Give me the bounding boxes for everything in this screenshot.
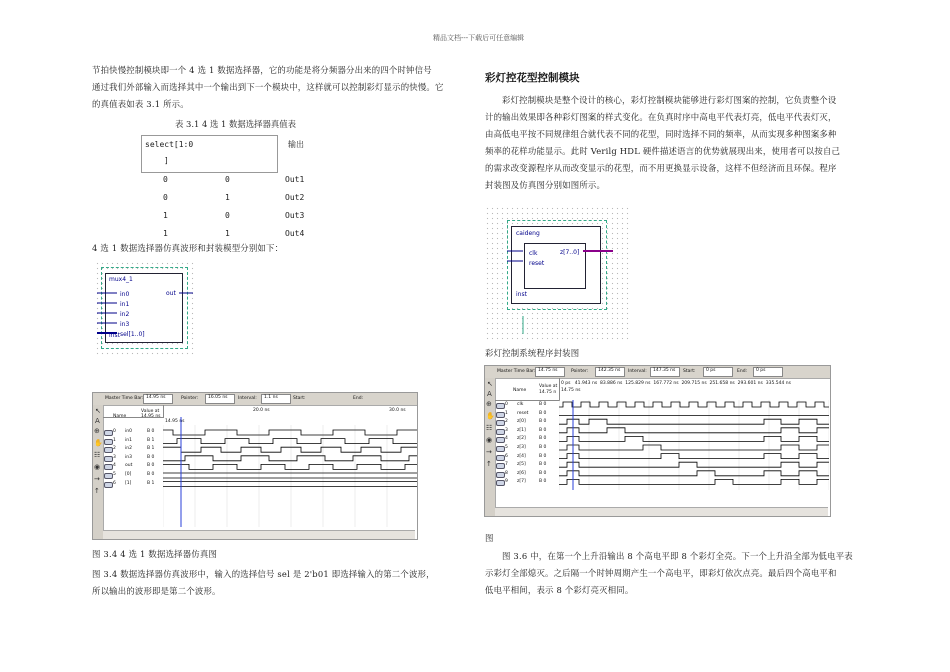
waveform-clk (559, 402, 829, 407)
signal-name: z[2] (517, 436, 526, 442)
waveform-5 (163, 473, 417, 478)
caideng-output: z[7..0] (560, 249, 580, 256)
signal-val: B 1 (147, 480, 155, 486)
mux-pins (95, 261, 195, 355)
signal-val: B 0 (147, 472, 155, 477)
arrow-tool-icon[interactable]: ↖ (487, 380, 493, 388)
truth-table-row (141, 190, 321, 208)
waveform-z2 (559, 436, 829, 441)
intro-paragraph: 节拍快慢控制模块即一个 4 选 1 数据选择器，它的功能是将分频器分出来的四个时钟信号 通过我们外部输入而选择其中一个输出到下一个模块中，这样就可以控制彩灯显示的快慢。它 的真值表如表 3.1 所示。 (92, 65, 444, 109)
signal-pin-icon (104, 447, 113, 453)
signal-idx: 9 (505, 479, 508, 485)
mux-sim-colhead: Name Value at 14.95 ns (103, 405, 164, 418)
truth-table-cell: 0 (163, 175, 168, 184)
master-time-field[interactable]: 14.95 ns (143, 394, 173, 404)
signal-val: B 0 (539, 479, 547, 485)
caideng-sim-colhead: Name Value at 14.75 n (495, 378, 560, 401)
mux-inputs: in0 in1 in2 in3 sel[1..0] (120, 291, 145, 338)
signal-val: B 0 (539, 445, 547, 450)
signal-name: in1 (125, 437, 132, 443)
signal-pin-icon (496, 455, 505, 461)
binoculars-icon[interactable]: ◉ (486, 436, 493, 444)
mux-inst: inst (109, 332, 120, 339)
signal-name: z[0] (517, 419, 526, 425)
signal-val: B 0 (147, 454, 155, 460)
mux-sim-scrollbar[interactable] (103, 530, 415, 539)
signal-idx: 1 (505, 410, 508, 416)
signal-row[interactable] (495, 479, 559, 488)
signal-name: [1] (125, 480, 132, 486)
signal-row[interactable] (103, 455, 163, 464)
caideng-interval-field[interactable]: 147.35 ns (650, 367, 680, 377)
truth-table-cell: 0 (163, 193, 168, 202)
signal-pin-icon (104, 482, 113, 488)
caideng-ticks: 0 ps 41.943 ns 83.886 ns 125.829 ns 167.772 ns 209.715 ns 251.658 ns 293.601 ns 335.544 ns (561, 381, 791, 386)
signal-idx: 4 (505, 436, 508, 442)
sort-icon[interactable]: ↑ (94, 487, 100, 495)
waveform-4 (163, 464, 417, 469)
text-tool-icon[interactable]: A (487, 390, 492, 398)
signal-name: out (125, 463, 133, 469)
caideng-sim-toolbar: Master Time Bar: 14.75 ns Pointer: 142.35 ns Interval: 147.35 ns Start: 0 ps End: 0 ps (485, 366, 830, 379)
signal-val: B 1 (147, 446, 155, 452)
signal-name: reset (517, 410, 529, 416)
waveform-z3 (559, 445, 829, 450)
truth-table-cell: Out3 (285, 211, 305, 220)
signal-pin-icon (496, 463, 505, 469)
mux-symbol-area (95, 261, 195, 355)
signal-idx: 3 (113, 454, 116, 460)
waveform-0 (163, 430, 417, 435)
symbol-caption: 彩灯控制系统程序封装图 (485, 348, 580, 358)
signal-name: in0 (125, 429, 132, 434)
mux-sim-toolbar: Master Time Bar: 14.95 ns Pointer: 16.05 ns Interval: 1.1 ns Start: End: (93, 393, 417, 406)
signal-idx: 7 (505, 462, 508, 468)
sim-intro: 4 选 1 数据选择器仿真波形和封装模型分别如下： (92, 243, 284, 253)
signal-row[interactable] (103, 463, 163, 472)
truth-table-cell: Out1 (285, 175, 305, 184)
select-header-cell: select[1:0 ] (141, 135, 278, 173)
waveform-z1 (559, 428, 829, 433)
caideng-pointer-field[interactable]: 142.35 ns (595, 367, 625, 377)
mux-sim-window (92, 392, 418, 540)
signal-row[interactable] (103, 446, 163, 455)
waveform-z5 (559, 462, 829, 467)
figure-label: 图 (485, 533, 494, 543)
signal-val: B 0 (539, 410, 547, 416)
caideng-sim-scrollbar[interactable] (495, 507, 828, 516)
truth-table-cell: 1 (163, 229, 168, 238)
signal-row[interactable] (103, 429, 163, 438)
mux-figure-caption: 图 3.4 4 选 1 数据选择器仿真图 (92, 549, 218, 559)
signal-idx: 2 (113, 446, 116, 452)
caideng-master-time-field[interactable]: 14.75 ns (535, 367, 565, 377)
signal-val: B 0 (539, 419, 547, 425)
mux-output: out (166, 290, 176, 297)
mux-tick-20: 20.0 ns (253, 408, 270, 413)
signal-row[interactable] (495, 402, 559, 411)
signal-name: z[4] (517, 453, 526, 459)
signal-row[interactable] (103, 481, 163, 490)
caideng-inputs: clk reset (529, 250, 545, 267)
signal-idx: 0 (113, 429, 116, 434)
zoom-tool-icon[interactable]: ⊕ (94, 427, 100, 435)
truth-table-cell: 0 (225, 211, 230, 220)
text-tool-icon[interactable]: A (95, 417, 100, 425)
truth-table-row (141, 208, 321, 226)
caideng-symbol-area (485, 206, 630, 340)
caideng-inst: inst (516, 291, 527, 298)
signal-val: B 0 (539, 436, 547, 442)
signal-pin-icon (496, 472, 505, 478)
signal-name: in2 (125, 446, 132, 452)
truth-table-cell: 0 (225, 175, 230, 184)
zoom-tool-icon[interactable]: ⊕ (486, 400, 492, 408)
signal-val: B 0 (539, 462, 547, 468)
truth-table-cell: 1 (225, 229, 230, 238)
signal-row[interactable] (495, 445, 559, 454)
waveform-6 (163, 482, 417, 487)
signal-pin-icon (496, 437, 505, 443)
caideng-waveforms (559, 400, 829, 490)
signal-row[interactable] (103, 472, 163, 481)
truth-table-cell: 1 (163, 211, 168, 220)
signal-row[interactable] (495, 462, 559, 471)
output-header: 输出 (288, 140, 304, 149)
page-header: 精品文档---下载后可任意编辑 (433, 34, 525, 42)
find-tool-icon[interactable]: ☷ (94, 451, 101, 459)
pointer-field[interactable]: 16.05 ns (205, 394, 235, 404)
mux-waveforms (163, 417, 417, 527)
signal-row[interactable] (103, 438, 163, 447)
arrow-tool-icon[interactable]: ↖ (95, 407, 101, 415)
signal-idx: 3 (505, 427, 508, 433)
binoculars-icon[interactable]: ◉ (94, 463, 101, 471)
caideng-name: caideng (516, 230, 540, 237)
signal-name: z[5] (517, 462, 526, 468)
signal-pin-icon (104, 464, 113, 470)
waveform-3 (163, 456, 417, 461)
signal-val: B 0 (539, 402, 547, 407)
signal-row[interactable] (495, 411, 559, 420)
signal-pin-icon (496, 420, 505, 426)
signal-val: B 0 (539, 453, 547, 459)
table-caption: 表 3.1 4 选 1 数据选择器真值表 (175, 119, 297, 129)
signal-idx: 4 (113, 463, 116, 469)
mux-name: mux4_1 (109, 276, 133, 283)
signal-idx: 1 (113, 437, 116, 443)
signal-idx: 0 (505, 402, 508, 407)
signal-idx: 6 (113, 480, 116, 486)
signal-row[interactable] (495, 419, 559, 428)
signal-idx: 2 (505, 419, 508, 425)
signal-idx: 8 (505, 470, 508, 476)
caideng-sim-window (484, 365, 831, 517)
signal-name: in3 (125, 454, 132, 460)
signal-row[interactable] (495, 454, 559, 463)
caideng-cursor-label: 14.75 ns (561, 388, 581, 393)
signal-name: z[6] (517, 470, 526, 476)
signal-idx: 5 (505, 445, 508, 450)
signal-name: clk (517, 402, 524, 407)
signal-name: z[3] (517, 445, 526, 450)
signal-idx: 6 (505, 453, 508, 459)
waveform-z4 (559, 454, 829, 459)
signal-name: [0] (125, 472, 132, 477)
signal-val: B 0 (539, 470, 547, 476)
caideng-conclusion: 图 3.6 中，在第一个上升沿输出 8 个高电平即 8 个彩灯全亮。下一个上升沿全部为低电平表 示彩灯全部熄灭。之后隔一个时钟周期产生一个高电平，即彩灯依次点亮。最后四个高电平和 低电平相间，表示 8 个彩灯亮灭相同。 (485, 551, 853, 595)
mux-tick-30: 30.0 ns (389, 408, 406, 413)
signal-pin-icon (496, 412, 505, 418)
signal-pin-icon (104, 456, 113, 462)
signal-val: B 1 (147, 437, 155, 443)
signal-pin-icon (104, 430, 113, 436)
signal-row[interactable] (495, 436, 559, 445)
signal-name: z[7] (517, 479, 526, 485)
section-heading: 彩灯控花型控制模块 (485, 72, 580, 84)
signal-val: B 0 (147, 429, 155, 434)
hand-tool-icon[interactable]: ✋ (94, 439, 103, 447)
arrow-right-icon[interactable]: → (94, 475, 100, 483)
signal-idx: 5 (113, 472, 116, 477)
truth-table-cell: 1 (225, 193, 230, 202)
find-tool-icon[interactable]: ☷ (486, 424, 493, 432)
signal-pin-icon (496, 429, 505, 435)
waveform-2 (163, 447, 417, 452)
signal-val: B 0 (147, 463, 155, 469)
hand-tool-icon[interactable]: ✋ (486, 412, 495, 420)
caideng-description: 彩灯控制模块是整个设计的核心，彩灯控制模块能够进行彩灯图案的控制，它负责整个设 计的输出效果即各种彩灯图案的样式变化。在负真时序中高电平代表灯亮，低电平代表灯灭， 由高低电平按不同规律组合就代表不同的花型，同时选择不同的频率，从而实现多种图案多种 频率的花样功能显示。此时 Verilg HDL 硬件描述语言的优势就展现出来，使用者可以按自己 的需求改变源程序从而改变显示的花型，而不用更换显示设备，这样不但经济而且环保。程序 封装图及仿真图分别如图所示。 (485, 95, 841, 190)
signal-pin-icon (496, 446, 505, 452)
signal-pin-icon (496, 480, 505, 486)
caideng-pins (485, 206, 630, 340)
waveform-1 (163, 439, 417, 444)
signal-pin-icon (104, 439, 113, 445)
mux-conclusion: 图 3.4 数据选择器仿真波形中，输入的选择信号 sel 是 2'b01 即选择输入的第二个波形， 所以输出的波形即是第二个波形。 (92, 569, 435, 596)
waveform-z0 (559, 419, 829, 424)
signal-pin-icon (496, 403, 505, 409)
signal-pin-icon (104, 473, 113, 479)
truth-table-cell: Out2 (285, 193, 305, 202)
mux-cursor-label: 14.95 ns (165, 419, 185, 424)
signal-name: z[1] (517, 427, 526, 433)
truth-table-cell: Out4 (285, 229, 305, 238)
signal-val: B 0 (539, 427, 547, 433)
truth-table-row (141, 172, 321, 190)
waveform-z7 (559, 479, 829, 484)
waveform-z6 (559, 471, 829, 476)
interval-field[interactable]: 1.1 ns (261, 394, 291, 404)
arrow-right-icon[interactable]: → (486, 448, 492, 456)
sort-icon[interactable]: ↑ (486, 460, 492, 468)
